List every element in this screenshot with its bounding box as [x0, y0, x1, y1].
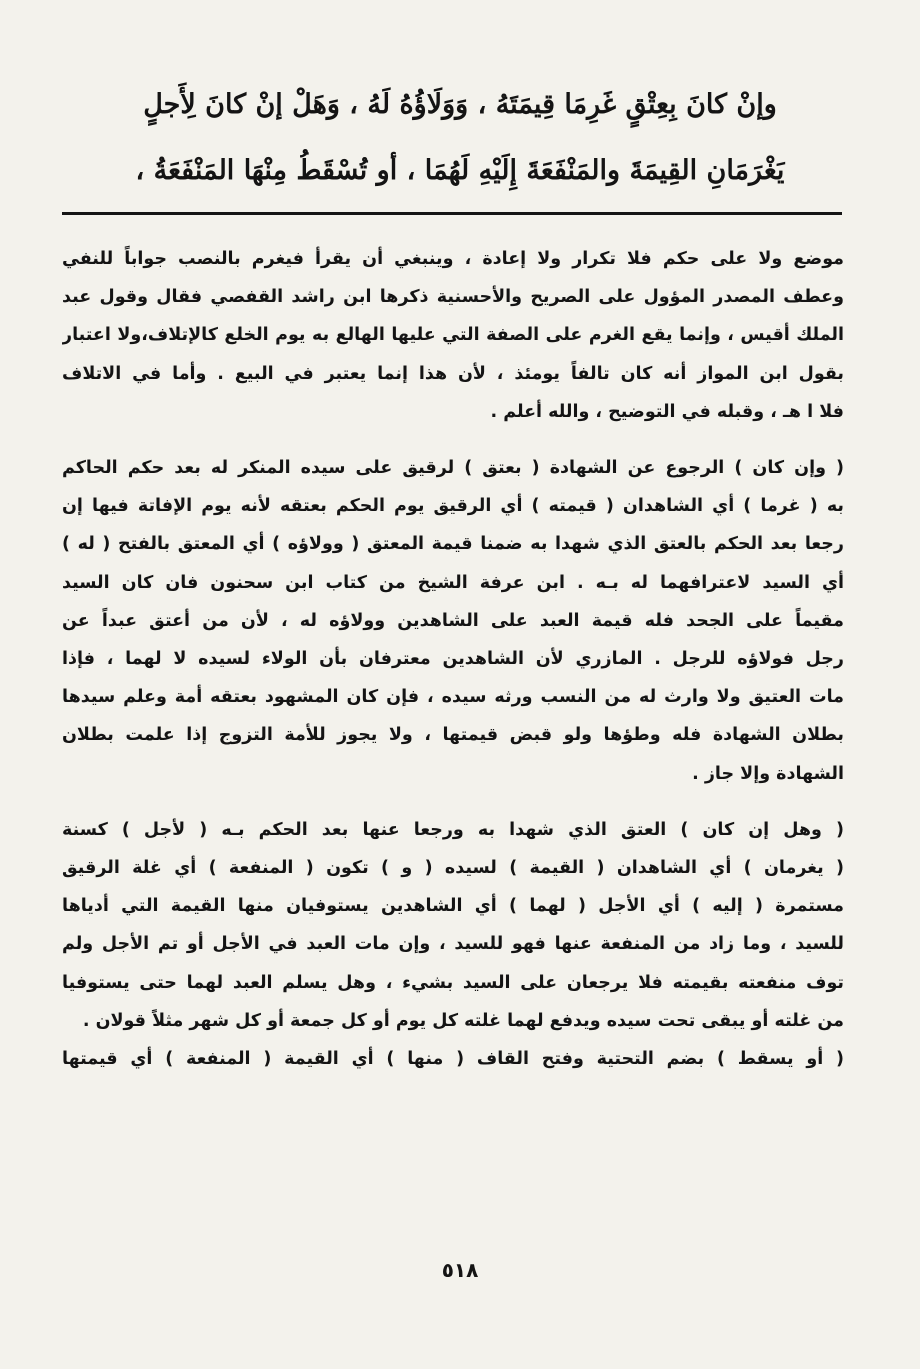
commentary-line: توف منفعته بقيمته فلا يرجعان على السيد بشيء ، وهل يسلم العبد لهما حتى يستوفيا — [62, 972, 844, 993]
commentary-line: فلا ا هـ ، وقبله في التوضيح ، والله أعلم . — [490, 401, 844, 422]
commentary-line: أي السيد لاعترافهما له بـه . ابن عرفة الشيخ من كتاب ابن سحنون فان كان السيد — [62, 572, 844, 593]
commentary-line: ( وإن كان ) الرجوع عن الشهادة ( بعتق ) لرقيق على سيده المنكر له بعد حكم الحاكم — [62, 458, 844, 479]
matn-block — [70, 72, 850, 204]
commentary-paragraph — [62, 811, 844, 1040]
commentary-line: مات العتيق ولا وارث له من النسب ورثه سيده ، فإن كان المشهود بعتقه أمة وعلم سيدها — [62, 687, 844, 708]
commentary-line: رجل فولاؤه للرجل . المازري لأن الشاهدين معترفان بأن الولاء لسيده لا لهما ، فإذا — [62, 649, 844, 670]
commentary-line: ( وهل إن كان ) العتق الذي شهدا به ورجعا عنها بعد الحكم بـه ( لأجل ) كسنة — [62, 819, 844, 840]
commentary-line: الشهادة وإلا جاز . — [692, 763, 844, 784]
commentary-line: مقيماً على الجحد فله قيمة العبد على الشاهدين وولاؤه له ، لأن من أعتق عبداً عن — [62, 610, 844, 631]
commentary-line: من غلته أو يبقى تحت سيده ويدفع لهما غلته كل يوم أو كل جمعة أو كل شهر مثلاً قولان . — [82, 1010, 844, 1031]
commentary-line: بطلان الشهادة فله وطؤها ولو قبض قيمتها ، ولا يجوز للأمة التزوج إذا علمت بطلان — [62, 725, 844, 746]
commentary-line: وعطف المصدر المؤول على الصريح والأحسنية ذكرها ابن راشد القفصي فقال وقول عبد — [62, 287, 844, 308]
commentary-paragraph — [62, 449, 844, 793]
commentary-line: ( أو يسقط ) بضم التحتية وفتح القاف ( منها ) أي القيمة ( المنفعة ) أي قيمتها — [62, 1049, 844, 1070]
page-number: ٥١٨ — [441, 1258, 479, 1282]
commentary-line: موضع ولا على حكم فلا تكرار ولا إعادة ، وينبغي أن يقرأ فيغرم بالنصب جواباً للنفي — [62, 249, 844, 269]
separator-rule — [62, 212, 842, 215]
commentary-line: الملك أقيس ، وإنما يقع الغرم على الصفة التي عليها الهالع به يوم الخلع كالإتلاف،ولا اعتبار — [62, 325, 844, 346]
commentary-line: مستمرة ( إليه ) أي الأجل ( لهما ) أي الشاهدين يستوفيان منها القيمة التي أدياها — [62, 896, 844, 917]
commentary-line: بقول ابن المواز أنه كان تالفاً يومئذ ، لأن هذا إنما يعتبر في البيع . وأما في الاتلاف — [62, 363, 844, 384]
commentary-line: ( يغرمان ) أي الشاهدان ( القيمة ) لسيده ( و ) تكون ( المنفعة ) أي غلة الرقيق — [62, 858, 844, 879]
commentary-paragraph — [62, 240, 844, 431]
commentary-line: به ( غرما ) أي الشاهدان ( قيمته ) أي الرقيق يوم الحكم بعتقه لأنه يوم الإفاتة فيها إن — [62, 496, 844, 517]
commentary-line: للسيد ، وما زاد من المنفعة عنها فهو للسيد ، وإن مات العبد في الأجل أو تم الأجل ولم — [62, 934, 844, 955]
commentary-line: رجعا بعد الحكم بالعتق الذي شهدا به ضمنا قيمة المعتق ( وولاؤه ) أي المعتق بالفتح ( له ) — [62, 534, 844, 555]
commentary-paragraph — [62, 1040, 844, 1078]
matn-line: وإنْ كانَ بِعِتْقٍ غَرِمَا قِيمَتَهُ ، وَوَلَاؤُهُ لَهُ ، وَهَلْ إنْ كانَ لِأَجلٍ — [143, 89, 777, 120]
matn-line: يَغْرَمَانِ القِيمَةَ والمَنْفَعَةَ إِلَيْهِ لَهُمَا ، أو تُسْقَطُ مِنْهَا المَنْفَعَةُ ، — [135, 155, 785, 186]
sharh-commentary — [62, 240, 844, 1078]
